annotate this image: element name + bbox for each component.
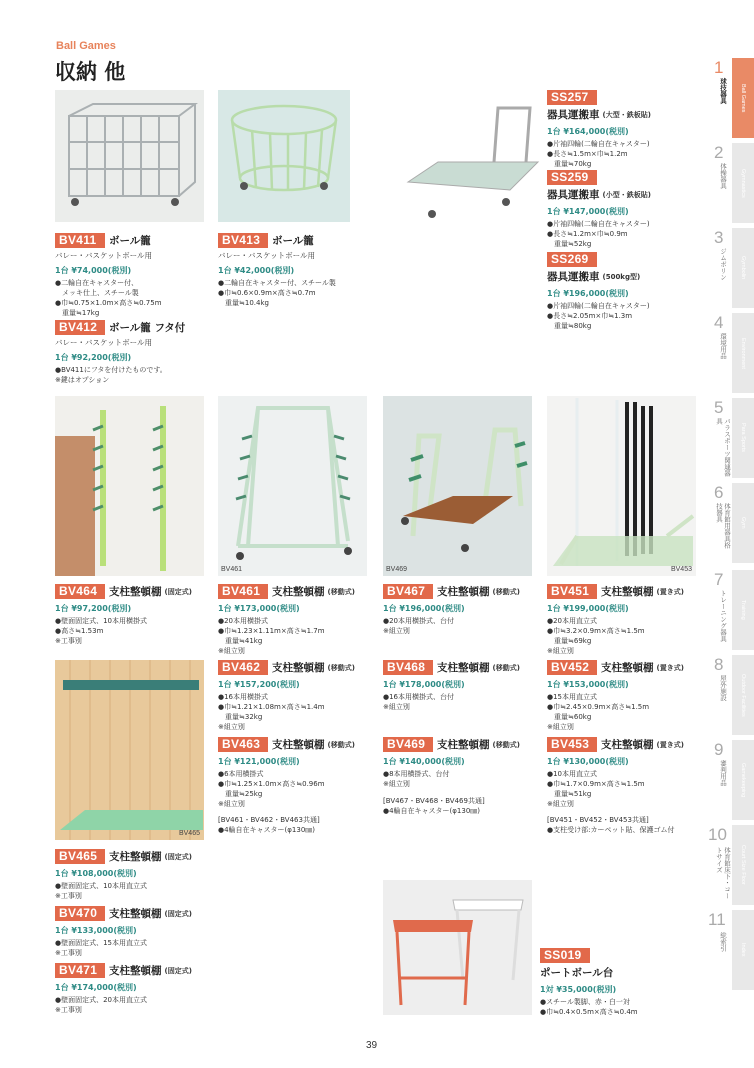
product-spec: ●スチール製脚、赤・白一対 ●巾≒0.4×0.5m×高さ≒0.4m <box>540 998 638 1016</box>
product-price: 1対 ¥35,000(税別) <box>540 985 617 994</box>
photo-caption: BV465 <box>178 830 200 837</box>
product-ss257 <box>547 90 707 169</box>
tab-number: 3 <box>714 228 724 247</box>
product-spec: ●壁面固定式、20本用直立式 ※工事別 <box>55 996 148 1014</box>
product-price: 1台 ¥174,000(税別) <box>55 983 137 992</box>
photo-ss257 <box>398 90 540 222</box>
product-subtitle: バレー・バスケットボール用 <box>218 251 315 260</box>
product-ss019 <box>540 948 700 1017</box>
product-spec: ●片袖四輪(二輪自在キャスター) ●長さ≒1.5m×巾≒1.2m 重量≒70kg <box>547 140 650 168</box>
product-name: 器具運搬車 <box>547 189 600 201</box>
product-name: 支柱整頓棚 <box>437 586 490 598</box>
index-tab-1[interactable] <box>704 58 754 138</box>
tab-english: Gamekeeping <box>732 740 754 820</box>
tab-jp-4: 環境用品 <box>719 333 727 359</box>
product-spec: ●片袖四輪(二輪自在キャスター) ●長さ≒1.2m×巾≒0.9m 重量≒52kg <box>547 220 650 248</box>
tab-jp-10: 体育館床下・コートサイズ <box>715 847 731 899</box>
photo-bv453 <box>547 396 696 576</box>
mobile-rack-illustration <box>218 396 367 576</box>
product-subtitle: バレー・バスケットボール用 <box>55 251 152 260</box>
tab-number: 11 <box>708 910 726 929</box>
photo-caption: BV453 <box>670 566 692 573</box>
product-tag: (置き式) <box>656 587 684 596</box>
product-price: 1台 ¥147,000(税別) <box>547 207 629 216</box>
product-bv464 <box>55 584 215 646</box>
page-number: 39 <box>366 1040 378 1051</box>
product-price: 1台 ¥196,000(税別) <box>547 289 629 298</box>
product-bv471 <box>55 963 215 1015</box>
ball-cage-illustration <box>55 90 204 222</box>
product-name: 支柱整頓棚 <box>272 739 325 751</box>
product-bv469 <box>383 737 543 789</box>
equipment-cart-illustration <box>398 90 540 222</box>
product-price: 1台 ¥133,000(税別) <box>55 926 137 935</box>
product-spec: ●壁面固定式、10本用横掛式 ●高さ≒1.53m ※工事別 <box>55 617 148 645</box>
product-tag: (移動式) <box>327 587 355 596</box>
product-code: BV461 <box>218 584 268 599</box>
tab-number: 5 <box>714 398 724 417</box>
product-tag: (固定式) <box>164 909 192 918</box>
index-tab-2[interactable] <box>704 143 754 223</box>
product-tag: (置き式) <box>656 663 684 672</box>
index-tab-11[interactable] <box>704 910 754 990</box>
photo-bv411 <box>55 90 204 222</box>
product-spec: ●BV411にフタを付けたものです。 ※鍵はオプション <box>55 366 167 384</box>
product-bv463 <box>218 737 378 809</box>
wall-standing-rack-illustration <box>55 660 204 840</box>
product-tag: (移動式) <box>327 740 355 749</box>
tab-number: 1 <box>714 58 724 77</box>
product-bv412 <box>55 320 225 385</box>
index-tab-9[interactable] <box>704 740 754 820</box>
product-tag: (小型・鉄板貼) <box>602 190 651 199</box>
product-name: 支柱整頓棚 <box>109 586 162 598</box>
product-name: 支柱整頓棚 <box>109 908 162 920</box>
photo-ss019 <box>383 880 532 1015</box>
tab-number: 4 <box>714 313 724 332</box>
product-spec: ●二輪自在キャスター付、 メッキ仕上、スチール製 ●巾≒0.75×1.0m×高さ≒0.75m 重量≒17kg <box>55 279 162 317</box>
note-bv467-group: [BV467・BV468・BV469共通] ●4輪自在キャスター(φ130㎜) <box>383 797 485 815</box>
product-code: SS269 <box>547 252 597 267</box>
product-code: SS259 <box>547 170 597 185</box>
product-code: BV411 <box>55 233 105 248</box>
tab-jp-5: パラスポーツ関連器具 <box>715 418 731 477</box>
product-spec: ●6本用横掛式 ●巾≒1.25×1.0m×高さ≒0.96m 重量≒25kg ※組立別 <box>218 770 325 808</box>
product-code: BV412 <box>55 320 105 335</box>
product-code: BV451 <box>547 584 597 599</box>
product-name: 支柱整頓棚 <box>601 739 654 751</box>
port-ball-stand-illustration <box>383 880 532 1015</box>
tab-english: Training <box>732 570 754 650</box>
index-tab-3[interactable] <box>704 228 754 308</box>
product-code: BV468 <box>383 660 433 675</box>
product-name: 支柱整頓棚 <box>601 662 654 674</box>
product-price: 1台 ¥74,000(税別) <box>55 266 132 275</box>
product-spec: ●20本用直立式 ●巾≒3.2×0.9m×高さ≒1.5m 重量≒69kg ※組立別 <box>547 617 645 655</box>
product-code: BV464 <box>55 584 105 599</box>
tab-english: Para Sports <box>732 398 754 478</box>
tab-number: 8 <box>714 655 724 674</box>
tab-english: Environment <box>732 313 754 393</box>
rack-with-tray-illustration <box>383 396 532 576</box>
product-tag: (移動式) <box>327 663 355 672</box>
product-tag: (置き式) <box>656 740 684 749</box>
product-tag: (移動式) <box>492 663 520 672</box>
product-name: ボール籠 <box>109 235 151 247</box>
product-tag: (固定式) <box>164 852 192 861</box>
product-name: 支柱整頓棚 <box>109 851 162 863</box>
tab-jp-11: 総索引 <box>719 932 727 952</box>
product-tag: (固定式) <box>164 966 192 975</box>
product-bv452 <box>547 660 707 732</box>
product-code: BV452 <box>547 660 597 675</box>
tab-english: Court Size Floor <box>732 825 754 905</box>
wall-rack-illustration <box>55 396 204 576</box>
product-price: 1台 ¥130,000(税別) <box>547 757 629 766</box>
product-name: 器具運搬車 <box>547 109 600 121</box>
product-spec: ●16本用横掛式 ●巾≒1.21×1.08m×高さ≒1.4m 重量≒32kg ※組立別 <box>218 693 325 731</box>
tab-number: 10 <box>708 825 727 844</box>
product-code: BV467 <box>383 584 433 599</box>
tab-english: Outdoor Facilities <box>732 655 754 735</box>
standing-rack-illustration <box>547 396 696 576</box>
product-tag: (500kg型) <box>602 272 641 281</box>
oval-ball-cage-illustration <box>218 90 350 222</box>
product-spec: ●15本用直立式 ●巾≒2.45×0.9m×高さ≒1.5m 重量≒60kg ※組立別 <box>547 693 650 731</box>
product-bv451 <box>547 584 707 656</box>
product-code: BV465 <box>55 849 105 864</box>
product-price: 1台 ¥121,000(税別) <box>218 757 300 766</box>
product-spec: ●片袖四輪(二輪自在キャスター) ●長さ≒2.05m×巾≒1.3m 重量≒80kg <box>547 302 650 330</box>
product-price: 1台 ¥196,000(税別) <box>383 604 465 613</box>
tab-number: 7 <box>714 570 724 589</box>
tab-english: Gymnastics <box>732 143 754 223</box>
tab-jp-2: 体操器具 <box>719 163 727 189</box>
product-code: BV463 <box>218 737 268 752</box>
product-code: SS019 <box>540 948 590 963</box>
tab-english: Index <box>732 910 754 990</box>
product-bv467 <box>383 584 543 636</box>
product-spec: ●壁面固定式、15本用直立式 ※工事別 <box>55 939 148 957</box>
product-code: BV453 <box>547 737 597 752</box>
product-name: ポートボール台 <box>540 967 614 979</box>
product-spec: ●10本用直立式 ●巾≒1.7×0.9m×高さ≒1.5m 重量≒51kg ※組立別 <box>547 770 645 808</box>
product-spec: ●20本用横掛式 ●巾≒1.23×1.11m×高さ≒1.7m 重量≒41kg ※組立別 <box>218 617 325 655</box>
product-name: 支柱整頓棚 <box>272 662 325 674</box>
tab-number: 9 <box>714 740 724 759</box>
product-price: 1台 ¥173,000(税別) <box>218 604 300 613</box>
note-bv451-group: [BV451・BV452・BV453共通] ●支柱受け部:カーペット貼、保護ゴム付 <box>547 816 675 834</box>
product-spec: ●16本用横掛式、台付 ※組立別 <box>383 693 455 711</box>
photo-bv465 <box>55 660 204 840</box>
product-name: ボール籠 フタ付 <box>109 322 186 334</box>
tab-english: Ball Games <box>732 58 754 138</box>
product-price: 1台 ¥108,000(税別) <box>55 869 137 878</box>
product-name: 器具運搬車 <box>547 271 600 283</box>
product-tag: (移動式) <box>492 740 520 749</box>
product-bv453 <box>547 737 707 809</box>
product-price: 1台 ¥157,200(税別) <box>218 680 300 689</box>
product-spec: ●壁面固定式、10本用直立式 ※工事別 <box>55 882 148 900</box>
product-name: 支柱整頓棚 <box>437 739 490 751</box>
product-code: SS257 <box>547 90 597 105</box>
tab-number: 2 <box>714 143 724 162</box>
product-ss259 <box>547 170 707 249</box>
product-name: ボール籠 <box>272 235 314 247</box>
product-price: 1台 ¥199,000(税別) <box>547 604 629 613</box>
page-title: 収納 他 <box>55 60 126 84</box>
photo-bv464 <box>55 396 204 576</box>
photo-bv469 <box>383 396 532 576</box>
tab-jp-6: 体育館用器具格技器具 <box>715 503 731 549</box>
tab-english: Gym <box>732 483 754 563</box>
product-code: BV469 <box>383 737 433 752</box>
index-tab-7[interactable] <box>704 570 754 650</box>
product-spec: ●二輪自在キャスター付、スチール製 ●巾≒0.6×0.9m×高さ≒0.7m 重量≒10.4kg <box>218 279 336 307</box>
product-bv413 <box>218 233 378 308</box>
tab-english: Gymbolin <box>732 228 754 308</box>
product-name: 支柱整頓棚 <box>437 662 490 674</box>
product-price: 1台 ¥97,200(税別) <box>55 604 132 613</box>
product-price: 1台 ¥178,000(税別) <box>383 680 465 689</box>
product-bv465 <box>55 849 215 901</box>
photo-caption: BV469 <box>386 566 408 573</box>
product-spec: ●8本用横掛式、台付 ※組立別 <box>383 770 450 788</box>
product-bv462 <box>218 660 378 732</box>
product-price: 1台 ¥153,000(税別) <box>547 680 629 689</box>
product-bv411 <box>55 233 215 318</box>
product-bv468 <box>383 660 543 712</box>
product-code: BV413 <box>218 233 268 248</box>
tab-jp-9: 審判用品 <box>719 760 727 786</box>
photo-caption: BV461 <box>221 566 243 573</box>
tab-jp-7: トレーニング器具 <box>719 590 727 642</box>
product-tag: (移動式) <box>492 587 520 596</box>
index-tab-4[interactable] <box>704 313 754 393</box>
product-code: BV470 <box>55 906 105 921</box>
product-name: 支柱整頓棚 <box>601 586 654 598</box>
product-tag: (大型・鉄板貼) <box>602 110 651 119</box>
tab-jp-8: 屋外施設 <box>719 675 727 701</box>
index-tab-8[interactable] <box>704 655 754 735</box>
note-bv461-group: [BV461・BV462・BV463共通] ●4輪自在キャスター(φ130㎜) <box>218 816 320 834</box>
product-ss269 <box>547 252 707 331</box>
product-name: 支柱整頓棚 <box>272 586 325 598</box>
product-code: BV462 <box>218 660 268 675</box>
product-subtitle: バレー・バスケットボール用 <box>55 338 152 347</box>
tab-jp-3: ジムボリン <box>719 248 727 281</box>
product-bv461 <box>218 584 378 656</box>
product-price: 1台 ¥164,000(税別) <box>547 127 629 136</box>
tab-jp-1: 球技器具 <box>719 78 727 104</box>
photo-bv413 <box>218 90 350 222</box>
product-price: 1台 ¥140,000(税別) <box>383 757 465 766</box>
tab-number: 6 <box>714 483 724 502</box>
product-tag: (固定式) <box>164 587 192 596</box>
product-spec: ●20本用横掛式、台付 ※組立別 <box>383 617 455 635</box>
photo-bv461 <box>218 396 367 576</box>
product-name: 支柱整頓棚 <box>109 965 162 977</box>
category-label: Ball Games <box>56 40 116 52</box>
product-price: 1台 ¥92,200(税別) <box>55 353 132 362</box>
product-bv470 <box>55 906 215 958</box>
product-code: BV471 <box>55 963 105 978</box>
product-price: 1台 ¥42,000(税別) <box>218 266 295 275</box>
